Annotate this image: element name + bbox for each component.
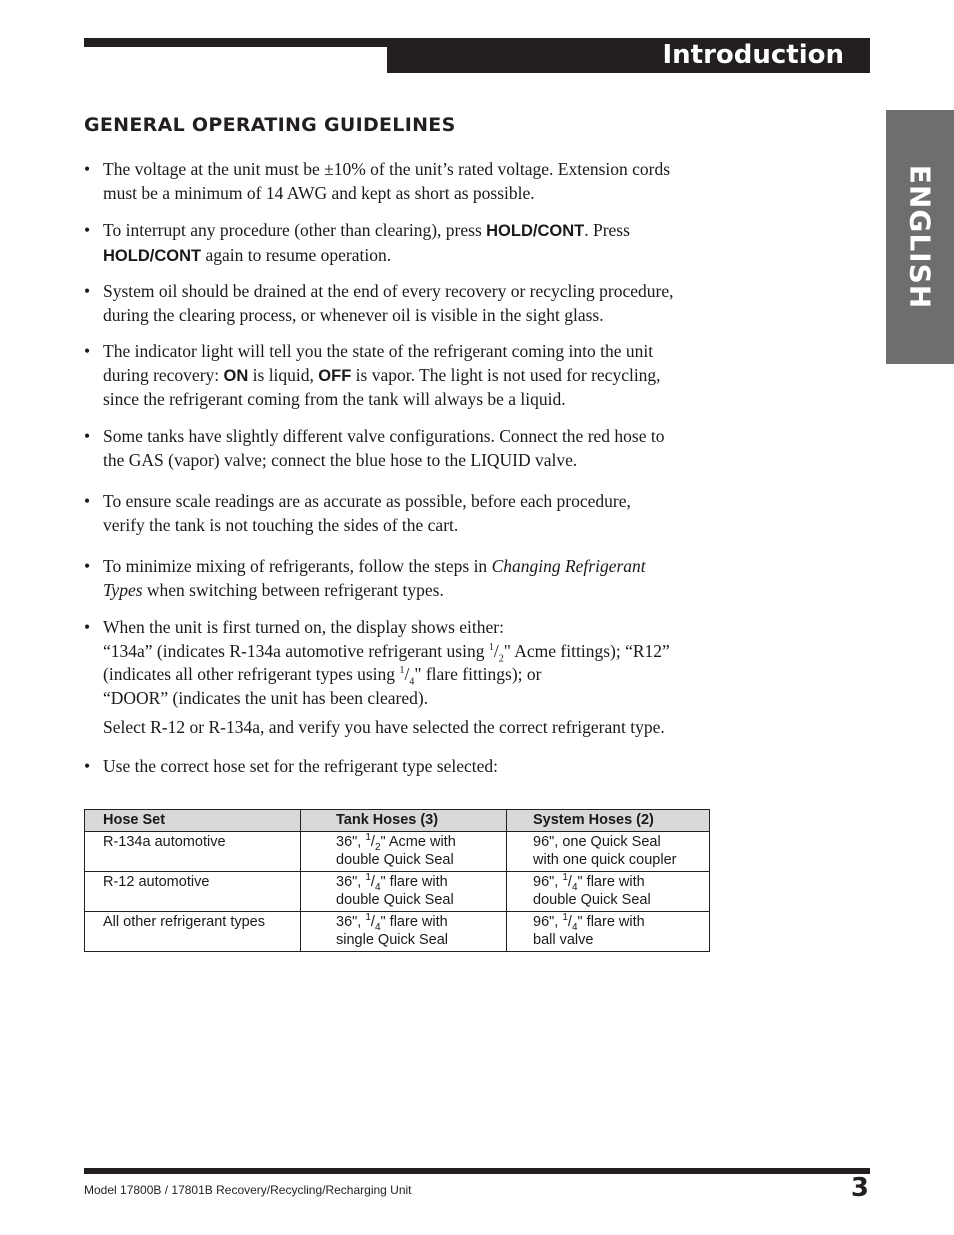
hold-cont-keyword: HOLD/CONT (103, 246, 202, 265)
page-title: Introduction (662, 40, 844, 70)
hose-set-table (84, 809, 710, 952)
language-tab (886, 110, 954, 364)
footer-rule (84, 1168, 870, 1174)
section-reference: Changing Refrigerant (491, 556, 646, 576)
table-row (85, 831, 710, 871)
system-hoses-cell: 96", one Quick Seal with one quick coupler (507, 831, 710, 871)
section-reference: Types (103, 579, 143, 600)
column-header-hose-set: Hose Set (85, 810, 301, 832)
column-header-system-hoses: System Hoses (2) (507, 810, 710, 832)
off-keyword: OFF (318, 366, 352, 385)
tank-hoses-cell: 36", $^1/_4$" flare with double Quick Seal (301, 871, 507, 911)
column-header-tank-hoses: Tank Hoses (3) (301, 810, 507, 832)
table-row (85, 871, 710, 911)
page-number: 3 (850, 1173, 869, 1203)
select-refrigerant-note: Select R-12 or R-134a, and verify you have selected the correct refrigerant type. (103, 717, 665, 737)
hose-set-cell: R-12 automotive (85, 871, 301, 911)
tank-hoses-cell: 36", $^1/_4$" flare with single Quick Seal (301, 911, 507, 951)
system-hoses-cell: 96", $^1/_4$" flare with ball valve (507, 911, 710, 951)
footer-model-text: Model 17800B / 17801B Recovery/Recycling/Recharging Unit (84, 1183, 412, 1197)
section-heading: GENERAL OPERATING GUIDELINES (84, 114, 456, 136)
header-title-bar (387, 38, 870, 73)
language-tab-label: ENGLISH (903, 164, 937, 310)
tank-hoses-cell: 36", $^1/_2$" Acme with double Quick Seal (301, 831, 507, 871)
hose-set-cell: R-134a automotive (85, 831, 301, 871)
hold-cont-keyword: HOLD/CONT (486, 222, 585, 240)
system-hoses-cell: 96", $^1/_4$" flare with double Quick Seal (507, 871, 710, 911)
table-row (85, 911, 710, 951)
on-keyword: ON (223, 366, 249, 385)
hose-set-cell: All other refrigerant types (85, 911, 301, 951)
table-header-row (85, 810, 710, 832)
